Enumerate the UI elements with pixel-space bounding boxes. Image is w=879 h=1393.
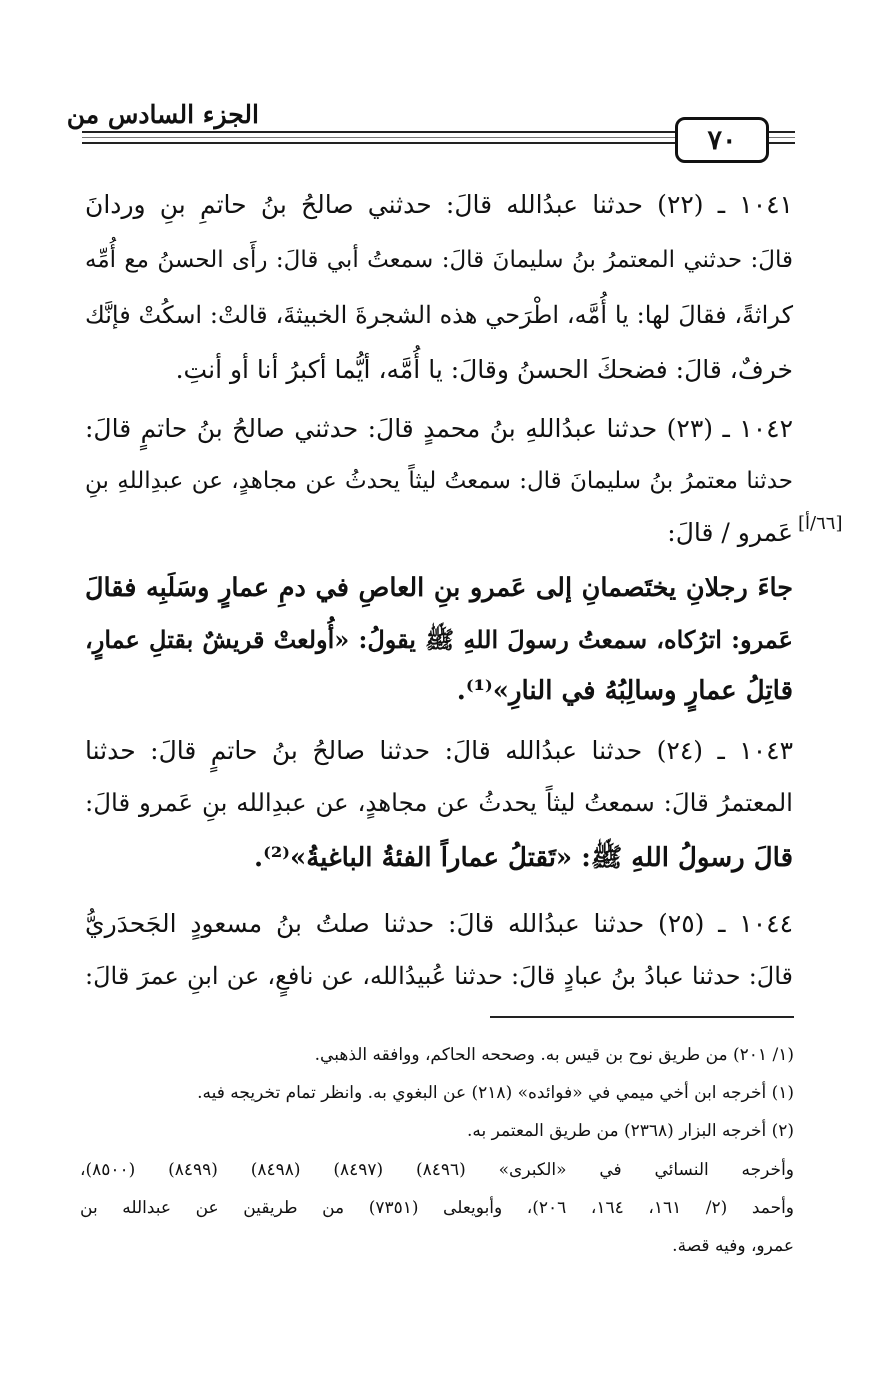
text-line: ١٠٤٢ ـ (٢٣) حدثنا عبدُاللهِ بنُ محمدٍ قالَ: حدثني صالحُ بنُ حاتمٍ قالَ: [85, 414, 793, 443]
footnote-separator [490, 1016, 794, 1018]
folio-margin-note: [٦٦/أ] [798, 513, 843, 534]
text-line: قالَ: حدثني المعتمرُ بنُ سليمانَ قالَ: سمعتُ أبي قالَ: رأَى الحسنُ مع أُمِّه [85, 247, 793, 273]
footnote-line: (٢) أخرجه البزار (٢٣٦٨) من طريق المعتمر به. [466, 1121, 794, 1141]
footnote-line: (١) أخرجه ابن أخي ميمي في «فوائده» (٢١٨) عن البغوي به. وانظر تمام تخريجه فيه. [197, 1083, 794, 1103]
text-line: ١٠٤١ ـ (٢٢) حدثنا عبدُالله قالَ: حدثني صالحُ بنُ حاتمِ بنِ وردانَ [85, 190, 793, 219]
text-line: خرفٌ، قالَ: فضحكَ الحسنُ وقالَ: يا أُمَّه، أيُّما أكبرُ أنا أو أنتِ. [175, 355, 793, 384]
hadith-text-line: قاتِلُ عمارٍ وسالِبُهُ في النارِ»⁽¹⁾. [456, 676, 793, 706]
text-line: عَمرو / قالَ: [667, 518, 793, 547]
text-line: ١٠٤٤ ـ (٢٥) حدثنا عبدُالله قالَ: حدثنا صلتُ بنُ مسعودٍ الجَحدَريُّ [85, 909, 793, 938]
footnote-line: وأخرجه النسائي في «الكبرى» (٨٤٩٦) (٨٤٩٧) (٨٤٩٨) (٨٤٩٩) (٨٥٠٠)، [80, 1160, 795, 1180]
text-line: كراثةً، فقالَ لها: يا أُمَّه، اطْرَحي هذه الشجرةَ الخبيثةَ، قالتْ: اسكُتْ فإنَّك [85, 301, 793, 329]
hadith-text-line: جاءَ رجلانِ يختَصمانِ إلى عَمرو بنِ العاصِ في دمِ عمارٍ وسَلَبِه فقالَ [85, 573, 793, 603]
text-line: المعتمرُ قالَ: سمعتُ ليثاً يحدثُ عن مجاهدٍ، عن عبدِالله بنِ عَمرو قالَ: [85, 788, 793, 817]
footnote-line: عمرو، وفيه قصة. [672, 1236, 794, 1256]
hadith-text-line: عَمرو: اترُكاه، سمعتُ رسولَ اللهِ ﷺ يقولُ: «أُولعتْ قريشٌ بقتلِ عمارٍ، [85, 625, 793, 654]
footnote-line: وأحمد (٢/ ١٦١، ١٦٤، ٢٠٦)، وأبويعلى (٧٣٥١) من طريقين عن عبدالله بن [80, 1198, 795, 1218]
page-number: ٧٠ [707, 124, 737, 156]
hadith-text-line: قالَ رسولُ اللهِ ﷺ: «تَقتلُ عماراً الفئةُ الباغيةُ»⁽²⁾. [254, 843, 793, 873]
text-line: ١٠٤٣ ـ (٢٤) حدثنا عبدُالله قالَ: حدثنا صالحُ بنُ حاتمٍ قالَ: حدثنا [85, 736, 793, 765]
text-line: قالَ: حدثنا عبادُ بنُ عبادٍ قالَ: حدثنا عُبيدُالله، عن نافعٍ، عن ابنِ عمرَ قالَ: [85, 962, 793, 990]
page-number-box [675, 117, 769, 163]
text-line: حدثنا معتمرُ بنُ سليمانَ قال: سمعتُ ليثاً يحدثُ عن مجاهدٍ، عن عبدِاللهِ بنِ [85, 468, 793, 494]
footnote-line: (١/ ٢٠١) من طريق نوح بن قيس به. وصححه الحاكم، ووافقه الذهبي. [314, 1045, 794, 1065]
running-header-title: الجزء السادس من [66, 100, 259, 129]
